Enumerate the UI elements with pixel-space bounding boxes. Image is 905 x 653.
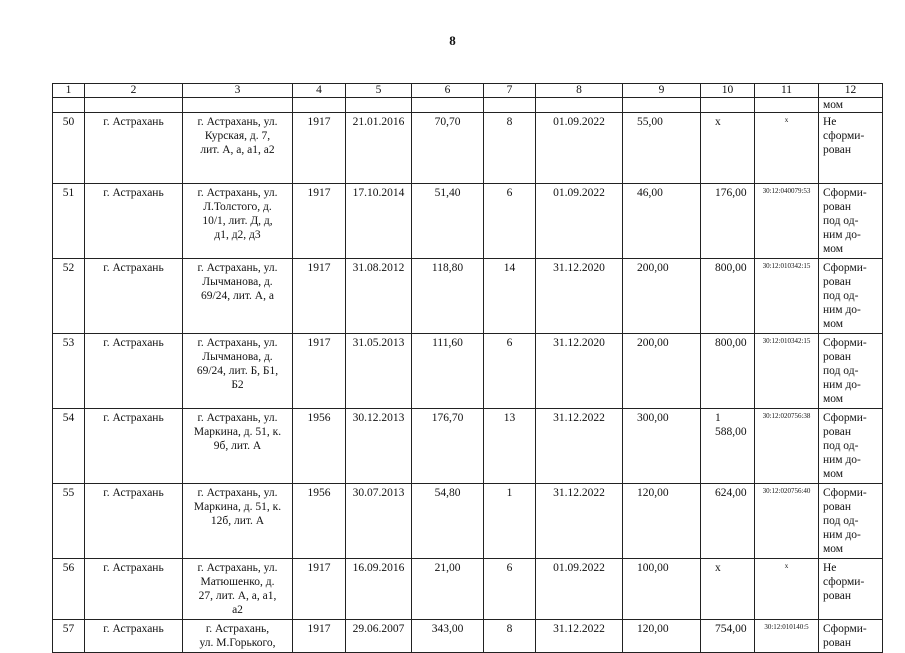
status-cell-line: мом: [823, 468, 844, 480]
value9-cell: 55,00: [623, 113, 701, 184]
column-header-2: 2: [85, 84, 183, 98]
column-header-10: 10: [701, 84, 755, 98]
status-cell-line: рован: [823, 637, 852, 649]
status-cell-line: Сформи-: [823, 187, 867, 199]
area-cell: 70,70: [412, 113, 484, 184]
status-cell-line: Сформи-: [823, 337, 867, 349]
status-cell: [819, 184, 883, 259]
row-number: 53: [53, 334, 85, 409]
address-cell-line: г. Астрахань, ул.: [197, 337, 278, 349]
address-cell-line: Матюшенко, д.: [200, 576, 275, 588]
address-cell-line: Лычманова, д.: [202, 351, 273, 363]
cadastral-cell: 30:12:010140:5: [755, 620, 819, 653]
status-cell-line: рован: [823, 426, 852, 438]
year-cell: 1956: [293, 409, 346, 484]
column-header-12: 12: [819, 84, 883, 98]
count-cell: 1: [484, 484, 536, 559]
row-number: 55: [53, 484, 85, 559]
city-cell: г. Астрахань: [85, 484, 183, 559]
address-cell-line: г. Астрахань, ул.: [197, 487, 278, 499]
status-cell: [819, 484, 883, 559]
table-body: [53, 84, 883, 653]
column-header-4: 4: [293, 84, 346, 98]
status-cell-line: Сформи-: [823, 487, 867, 499]
year-cell: 1956: [293, 484, 346, 559]
address-cell-line: 27, лит. А, а, а1,: [198, 590, 277, 602]
deadline-cell: 31.12.2022: [536, 620, 623, 653]
status-cell-line: сформи-: [823, 130, 865, 142]
city-cell: г. Астрахань: [85, 620, 183, 653]
year-cell: 1917: [293, 184, 346, 259]
deadline-cell: 31.12.2020: [536, 259, 623, 334]
column-header-7: 7: [484, 84, 536, 98]
address-cell-line: 10/1, лит. Д, д,: [202, 215, 273, 227]
table-row: [53, 620, 883, 653]
count-cell: 6: [484, 334, 536, 409]
count-cell: 14: [484, 259, 536, 334]
value10-cell: 800,00: [701, 334, 755, 409]
count-cell: 13: [484, 409, 536, 484]
value10-cell: х: [701, 559, 755, 620]
status-continuation: мом: [819, 98, 883, 113]
status-cell: [819, 620, 883, 653]
cadastral-cell: 30:12:010342:15: [755, 259, 819, 334]
address-cell-line: лит. А, а, а1, а2: [200, 144, 275, 156]
status-cell-line: под од-: [823, 365, 859, 377]
status-cell-line: Сформи-: [823, 412, 867, 424]
address-cell-line: г. Астрахань, ул.: [197, 262, 278, 274]
deadline-cell: 01.09.2022: [536, 184, 623, 259]
status-cell-line: рован: [823, 144, 852, 156]
deadline-cell: 01.09.2022: [536, 559, 623, 620]
status-cell-line: рован: [823, 351, 852, 363]
address-cell: [183, 334, 293, 409]
address-cell: [183, 184, 293, 259]
city-cell: г. Астрахань: [85, 184, 183, 259]
address-cell-line: 9б, лит. А: [213, 440, 262, 452]
cadastral-cell: 30:12:020756:40: [755, 484, 819, 559]
value9-cell: 200,00: [623, 334, 701, 409]
table-row: [53, 184, 883, 259]
address-cell-line: 69/24, лит. А, а: [201, 290, 274, 302]
table-row: [53, 259, 883, 334]
housing-table: [52, 83, 883, 653]
cadastral-cell: х: [755, 559, 819, 620]
address-cell-line: г. Астрахань, ул.: [197, 187, 278, 199]
value9-cell: 100,00: [623, 559, 701, 620]
area-cell: 21,00: [412, 559, 484, 620]
value10-cell: 754,00: [701, 620, 755, 653]
date-cell: 30.07.2013: [346, 484, 412, 559]
table-row: [53, 409, 883, 484]
address-cell-line: 69/24, лит. Б, Б1,: [196, 365, 279, 377]
deadline-cell: 31.12.2020: [536, 334, 623, 409]
column-header-8: 8: [536, 84, 623, 98]
column-header-1: 1: [53, 84, 85, 98]
deadline-cell: 01.09.2022: [536, 113, 623, 184]
table-row: [53, 559, 883, 620]
date-cell: 17.10.2014: [346, 184, 412, 259]
area-cell: 176,70: [412, 409, 484, 484]
row-number: 54: [53, 409, 85, 484]
date-cell: 31.05.2013: [346, 334, 412, 409]
status-cell-line: под од-: [823, 215, 859, 227]
address-cell: [183, 113, 293, 184]
address-cell-line: Маркина, д. 51, к.: [193, 426, 282, 438]
row-number: 51: [53, 184, 85, 259]
status-cell-line: Сформи-: [823, 262, 867, 274]
status-cell-line: под од-: [823, 440, 859, 452]
row-number: 52: [53, 259, 85, 334]
continuation-row: [53, 98, 883, 113]
address-cell: [183, 559, 293, 620]
address-cell-line: г. Астрахань,: [205, 623, 270, 635]
value9-cell: 120,00: [623, 620, 701, 653]
status-cell-line: мом: [823, 543, 844, 555]
status-cell-line: ним до-: [823, 379, 861, 391]
cadastral-cell: 30:12:040079:53: [755, 184, 819, 259]
column-number-row: [53, 84, 883, 98]
address-cell-line: Лычманова, д.: [202, 276, 273, 288]
table-row: [53, 113, 883, 184]
cadastral-cell: 30:12:010342:15: [755, 334, 819, 409]
address-cell-line: Л.Толстого, д.: [203, 201, 272, 213]
address-cell-line: ул. М.Горького,: [199, 637, 276, 649]
date-cell: 21.01.2016: [346, 113, 412, 184]
status-cell-line: ним до-: [823, 304, 861, 316]
status-cell: [819, 113, 883, 184]
address-cell-line: Маркина, д. 51, к.: [193, 501, 282, 513]
address-cell-line: г. Астрахань, ул.: [197, 412, 278, 424]
year-cell: 1917: [293, 620, 346, 653]
status-cell: [819, 259, 883, 334]
area-cell: 118,80: [412, 259, 484, 334]
deadline-cell: 31.12.2022: [536, 409, 623, 484]
value9-cell: 300,00: [623, 409, 701, 484]
status-cell-line: мом: [823, 393, 844, 405]
value10-cell: 800,00: [701, 259, 755, 334]
city-cell: г. Астрахань: [85, 559, 183, 620]
status-cell-line: ним до-: [823, 454, 861, 466]
column-header-11: 11: [755, 84, 819, 98]
count-cell: 6: [484, 559, 536, 620]
column-header-6: 6: [412, 84, 484, 98]
status-cell-line: рован: [823, 276, 852, 288]
value9-cell: 120,00: [623, 484, 701, 559]
date-cell: 29.06.2007: [346, 620, 412, 653]
status-cell-line: рован: [823, 201, 852, 213]
date-cell: 16.09.2016: [346, 559, 412, 620]
area-cell: 343,00: [412, 620, 484, 653]
status-cell: [819, 409, 883, 484]
address-cell: [183, 409, 293, 484]
table-row: [53, 484, 883, 559]
address-cell: [183, 620, 293, 653]
year-cell: 1917: [293, 559, 346, 620]
status-cell-line: мом: [823, 243, 844, 255]
value9-cell: 200,00: [623, 259, 701, 334]
city-cell: г. Астрахань: [85, 259, 183, 334]
deadline-cell: 31.12.2022: [536, 484, 623, 559]
status-cell-line: сформи-: [823, 576, 865, 588]
year-cell: 1917: [293, 259, 346, 334]
city-cell: г. Астрахань: [85, 409, 183, 484]
address-cell-line: г. Астрахань, ул.: [197, 562, 278, 574]
status-cell: [819, 559, 883, 620]
address-cell-line: г. Астрахань, ул.: [197, 116, 278, 128]
date-cell: 30.12.2013: [346, 409, 412, 484]
address-cell-line: а2: [232, 604, 243, 616]
status-cell-line: ним до-: [823, 229, 861, 241]
status-cell-line: рован: [823, 501, 852, 513]
count-cell: 8: [484, 113, 536, 184]
row-number: 57: [53, 620, 85, 653]
status-cell-line: под од-: [823, 290, 859, 302]
cadastral-cell: х: [755, 113, 819, 184]
area-cell: 111,60: [412, 334, 484, 409]
column-header-3: 3: [183, 84, 293, 98]
address-cell: [183, 484, 293, 559]
area-cell: 51,40: [412, 184, 484, 259]
status-cell-line: ним до-: [823, 529, 861, 541]
cadastral-cell: 30:12:020756:38: [755, 409, 819, 484]
table-row: [53, 334, 883, 409]
value9-cell: 46,00: [623, 184, 701, 259]
address-cell-line: Б2: [231, 379, 244, 391]
value10-cell: х: [701, 113, 755, 184]
page-number: 8: [449, 33, 456, 48]
status-cell-line: Не: [823, 116, 837, 128]
city-cell: г. Астрахань: [85, 113, 183, 184]
value10-cell: 176,00: [701, 184, 755, 259]
row-number: 56: [53, 559, 85, 620]
value10-cell: 1 588,00: [701, 409, 755, 484]
count-cell: 8: [484, 620, 536, 653]
city-cell: г. Астрахань: [85, 334, 183, 409]
count-cell: 6: [484, 184, 536, 259]
status-cell-line: под од-: [823, 515, 859, 527]
column-header-5: 5: [346, 84, 412, 98]
status-cell-line: Не: [823, 562, 837, 574]
status-cell-line: мом: [823, 318, 844, 330]
year-cell: 1917: [293, 113, 346, 184]
row-number: 50: [53, 113, 85, 184]
column-header-9: 9: [623, 84, 701, 98]
address-cell-line: Курская, д. 7,: [204, 130, 271, 142]
address-cell: [183, 259, 293, 334]
status-cell: [819, 334, 883, 409]
status-cell-line: Сформи-: [823, 623, 867, 635]
date-cell: 31.08.2012: [346, 259, 412, 334]
year-cell: 1917: [293, 334, 346, 409]
value10-cell: 624,00: [701, 484, 755, 559]
status-cell-line: рован: [823, 590, 852, 602]
address-cell-line: 12б, лит. А: [210, 515, 265, 527]
address-cell-line: д1, д2, д3: [214, 229, 261, 241]
area-cell: 54,80: [412, 484, 484, 559]
